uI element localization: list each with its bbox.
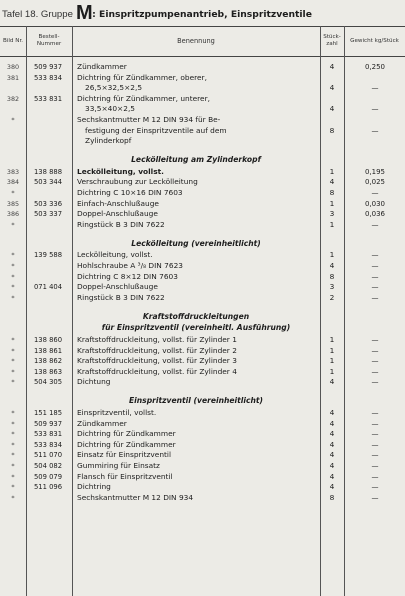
bild-number-cell: *	[11, 189, 15, 197]
table-row	[0, 293, 405, 304]
table-row	[0, 408, 405, 419]
weight-cell: —	[371, 126, 379, 135]
quantity-cell: 4	[329, 62, 335, 71]
quantity-cell: 1	[329, 250, 335, 260]
quantity-cell: 4	[329, 408, 335, 417]
description-cell: Dichtring C 8×12 DIN 7603	[77, 271, 178, 281]
weight-cell: —	[371, 336, 379, 344]
description-cell: Leckölleitung, vollst.	[77, 250, 153, 260]
weight-cell: —	[371, 220, 379, 229]
bild-number-cell: *	[11, 440, 15, 449]
weight-cell: —	[371, 493, 379, 502]
description-cell: Zündkammer	[77, 62, 127, 71]
quantity-cell: 4	[329, 450, 335, 460]
bild-number-cell: 386	[6, 210, 20, 219]
table-row	[0, 167, 405, 178]
table-row	[0, 272, 405, 283]
quantity-cell: 3	[329, 209, 335, 219]
quantity-cell: 8	[329, 188, 335, 197]
weight-cell: —	[371, 189, 379, 197]
order-number-cell: 533 831	[33, 94, 63, 103]
order-number-cell: 138 862	[33, 357, 63, 366]
weight-cell: —	[371, 440, 379, 449]
quantity-cell: 1	[329, 198, 335, 208]
weight-cell: —	[371, 251, 379, 260]
bild-number-cell: *	[11, 367, 15, 376]
quantity-cell: 4	[329, 261, 335, 270]
bild-number-cell: *	[11, 272, 15, 281]
table-row	[0, 199, 405, 210]
description-cell: Doppel-Anschlußauge	[77, 282, 158, 292]
table-row	[0, 429, 405, 440]
order-number-cell: 509 937	[33, 63, 63, 71]
description-cell: Hohlschraube A ³/₈ DIN 7623	[77, 261, 183, 270]
description-cell: Dichtring für Zündkammer	[77, 429, 176, 439]
quantity-cell: 1	[329, 335, 335, 344]
weight-cell: —	[371, 84, 379, 93]
bild-number-cell: *	[11, 262, 15, 270]
bild-number-cell: 382	[6, 94, 20, 103]
order-number-cell: 511 096	[33, 483, 63, 492]
bild-number-cell: *	[11, 409, 15, 417]
column-header-bild: Bild Nr.	[2, 37, 24, 44]
bild-number-cell: *	[11, 283, 15, 292]
description-cell: Dichtring für Zündkammer, oberer,	[77, 72, 207, 82]
table-row	[0, 356, 405, 367]
description-cell: Zylinderkopf	[85, 136, 132, 146]
quantity-cell: 8	[329, 125, 335, 135]
bild-number-cell: 384	[6, 178, 20, 187]
weight-cell: —	[371, 409, 379, 417]
table-row	[0, 261, 405, 272]
order-number-cell: 504 305	[33, 378, 63, 387]
weight-cell: 0,036	[364, 210, 386, 219]
order-number-cell: 071 404	[33, 283, 63, 292]
description-cell: Kraftstoffdruckleitung, vollst. für Zylinder 2	[77, 345, 237, 355]
bild-number-cell: *	[11, 220, 15, 229]
quantity-cell: 8	[329, 271, 335, 281]
bild-number-cell: *	[11, 493, 15, 502]
table-row	[0, 73, 405, 84]
order-number-cell: 533 834	[33, 73, 63, 82]
table-row	[0, 493, 405, 504]
order-number-cell: 151 185	[33, 409, 63, 417]
table-row	[0, 83, 405, 94]
section-heading-text: für Einspritzventil (vereinheitl. Ausführung)	[101, 323, 291, 333]
bild-number-cell: *	[11, 378, 15, 387]
bild-number-cell: 380	[6, 63, 20, 71]
table-row	[0, 104, 405, 115]
description-cell: Dichtring für Zündkammer, unterer,	[77, 93, 210, 103]
weight-cell: —	[371, 462, 379, 470]
quantity-cell: 1	[329, 166, 335, 176]
order-number-cell: 503 337	[33, 210, 63, 219]
weight-cell: —	[371, 472, 379, 481]
weight-cell: 0,250	[364, 63, 386, 71]
order-number-cell: 139 588	[33, 251, 63, 260]
column-header-stueckzahl: Stück- zahl	[323, 34, 341, 47]
column-header-bestellnummer: Bestell- Nummer	[36, 34, 62, 47]
order-number-cell: 138 860	[33, 336, 63, 344]
order-number-cell: 138 861	[33, 346, 63, 355]
description-cell: Sechskantmutter M 12 DIN 934	[77, 492, 194, 502]
table-row	[0, 188, 405, 199]
quantity-cell: 4	[329, 429, 335, 439]
description-cell: Dichtring für Zündkammer	[77, 439, 176, 449]
order-number-cell: 138 888	[33, 167, 63, 176]
table-row	[0, 450, 405, 461]
table-row	[0, 115, 405, 126]
description-cell: Dichtring C 10×16 DIN 7603	[77, 188, 183, 197]
table-row	[0, 461, 405, 472]
description-cell: Einsatz für Einspritzventil	[77, 450, 172, 460]
table-row	[0, 419, 405, 430]
weight-cell: —	[371, 419, 379, 428]
weight-cell: —	[371, 378, 379, 387]
section-heading	[0, 155, 405, 166]
order-number-cell: 503 336	[33, 199, 63, 208]
column-header-gewicht: Gewicht kg/Stück	[350, 37, 399, 44]
description-cell: Zündkammer	[77, 418, 127, 428]
weight-cell: —	[371, 357, 379, 366]
table-row	[0, 220, 405, 231]
bild-number-cell: *	[11, 419, 15, 428]
table-row	[0, 177, 405, 188]
page-title	[2, 2, 404, 24]
quantity-cell: 8	[329, 492, 335, 502]
bild-number-cell: *	[11, 346, 15, 355]
weight-cell: —	[371, 430, 379, 439]
weight-cell: —	[371, 283, 379, 292]
description-cell: Ringstück B 3 DIN 7622	[77, 219, 165, 229]
title-prefix: Tafel 18. Gruppe	[2, 9, 73, 20]
table-row	[0, 377, 405, 388]
description-cell: Doppel-Anschlußauge	[77, 209, 158, 219]
weight-cell: 0,025	[364, 178, 386, 187]
description-cell: festigung der Einspritzventile auf dem	[85, 125, 227, 135]
order-number-cell: 511 070	[33, 451, 63, 460]
description-cell: Leckölleitung, vollst.	[77, 166, 164, 176]
description-cell: Einfach-Anschlußauge	[77, 198, 159, 208]
order-number-cell: 503 344	[33, 178, 63, 187]
bild-number-cell: *	[11, 483, 15, 492]
weight-cell: —	[371, 483, 379, 492]
section-heading	[0, 312, 405, 323]
order-number-cell: 509 937	[33, 419, 63, 428]
description-cell: Ringstück B 3 DIN 7622	[77, 292, 165, 302]
bild-number-cell: *	[11, 472, 15, 481]
section-heading-text: Einspritzventil (vereinheitlicht)	[128, 396, 263, 406]
table-row	[0, 346, 405, 357]
weight-cell: —	[371, 367, 379, 376]
section-heading-text: Leckölleitung (vereinheitlicht)	[131, 238, 261, 248]
bild-number-cell: *	[11, 116, 15, 124]
description-cell: Flansch für Einspritzventil	[77, 471, 173, 481]
section-heading-text: Kraftstoffdruckleitungen	[142, 311, 250, 321]
quantity-cell: 4	[329, 439, 335, 449]
parts-table	[0, 26, 405, 596]
quantity-cell: 4	[329, 418, 335, 428]
table-row	[0, 250, 405, 261]
weight-cell: 0,195	[364, 167, 386, 176]
quantity-cell: 4	[329, 83, 335, 93]
bild-number-cell: *	[11, 357, 15, 366]
table-row	[0, 440, 405, 451]
quantity-cell: 4	[329, 471, 335, 481]
table-row	[0, 472, 405, 483]
weight-cell: —	[371, 105, 379, 114]
description-cell: Verschraubung zur Leckölleitung	[77, 177, 198, 187]
quantity-cell: 4	[329, 177, 335, 187]
order-number-cell: 533 831	[33, 430, 63, 439]
bild-number-cell: *	[11, 293, 15, 302]
quantity-cell: 2	[329, 292, 335, 302]
table-row	[0, 482, 405, 493]
description-cell: Sechskantmutter M 12 DIN 934 für Be-	[77, 115, 221, 124]
bild-number-cell: *	[11, 462, 15, 470]
bild-number-cell: 385	[6, 199, 20, 208]
description-cell: Dichtring	[77, 482, 111, 492]
section-heading-text: Leckölleitung am Zylinderkopf	[131, 155, 261, 165]
weight-cell: 0,030	[364, 199, 386, 208]
title-text: : Einspritzpumpenantrieb, Einspritzventile	[92, 9, 312, 20]
weight-cell: —	[371, 346, 379, 355]
bild-number-cell: *	[11, 336, 15, 344]
quantity-cell: 4	[329, 104, 335, 114]
description-cell: 26,5×32,5×2,5	[85, 83, 143, 93]
quantity-cell: 4	[329, 461, 335, 470]
bild-number-cell: 381	[6, 73, 20, 82]
quantity-cell: 4	[329, 377, 335, 387]
section-heading	[0, 323, 405, 334]
bild-number-cell: *	[11, 251, 15, 260]
description-cell: Kraftstoffdruckleitung, vollst. für Zylinder 4	[77, 366, 237, 376]
bild-number-cell: *	[11, 451, 15, 460]
order-number-cell: 533 834	[33, 440, 63, 449]
quantity-cell: 1	[329, 345, 335, 355]
section-heading	[0, 396, 405, 407]
section-heading	[0, 239, 405, 250]
order-number-cell: 138 863	[33, 367, 63, 376]
description-cell: Gummiring für Einsatz	[77, 461, 160, 470]
table-row	[0, 335, 405, 346]
quantity-cell: 4	[329, 482, 335, 492]
bild-number-cell: *	[11, 430, 15, 439]
description-cell: 33,5×40×2,5	[85, 104, 135, 114]
weight-cell: —	[371, 262, 379, 270]
title-group-letter: M	[76, 2, 93, 24]
quantity-cell: 1	[329, 366, 335, 376]
quantity-cell: 1	[329, 356, 335, 366]
quantity-cell: 3	[329, 282, 335, 292]
table-row	[0, 136, 405, 147]
description-cell: Einspritzventil, vollst.	[77, 408, 157, 417]
weight-cell: —	[371, 272, 379, 281]
table-row	[0, 94, 405, 105]
description-cell: Kraftstoffdruckleitung, vollst. für Zylinder 3	[77, 356, 237, 366]
description-cell: Dichtung	[77, 377, 111, 387]
description-cell: Kraftstoffdruckleitung, vollst. für Zylinder 1	[77, 335, 237, 344]
weight-cell: —	[371, 451, 379, 460]
table-row	[0, 62, 405, 73]
order-number-cell: 509 079	[33, 472, 63, 481]
column-header-benennung: Benennung	[177, 36, 215, 45]
table-row	[0, 367, 405, 378]
quantity-cell: 1	[329, 219, 335, 229]
table-row	[0, 209, 405, 220]
bild-number-cell: 383	[6, 167, 20, 176]
table-row	[0, 126, 405, 137]
weight-cell: —	[371, 293, 379, 302]
table-row	[0, 282, 405, 293]
order-number-cell: 504 082	[33, 462, 63, 470]
